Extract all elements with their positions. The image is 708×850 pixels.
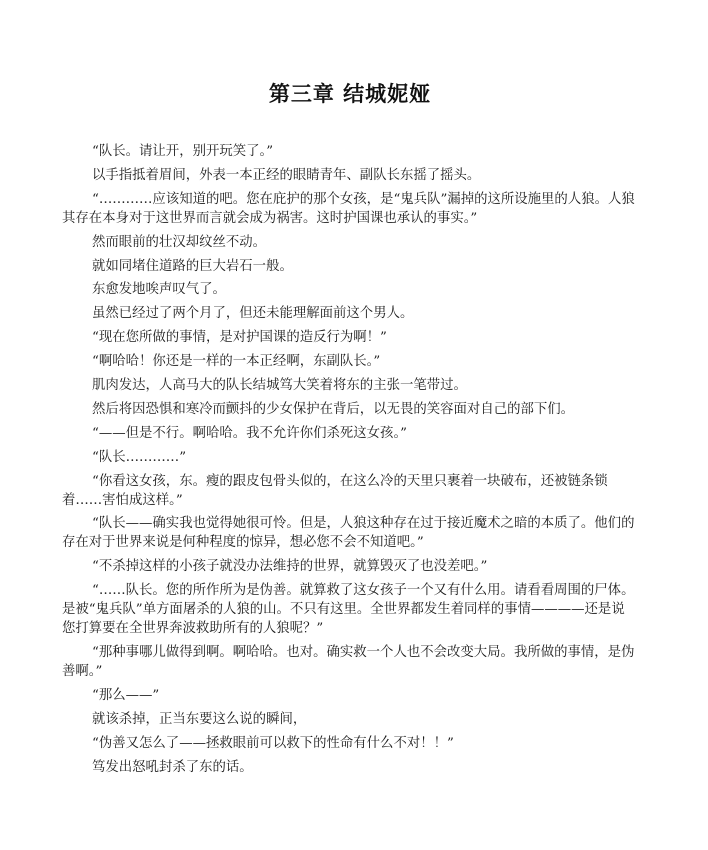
paragraph: 然后将因恐惧和寒冷而颤抖的少女保护在背后，以无畏的笑容面对自己的部下们。 [92, 401, 575, 417]
paragraph: “——但是不行。啊哈哈。我不允许你们杀死这女孩。” [92, 425, 407, 441]
paragraph: 虽然已经过了两个月了，但还未能理解面前这个男人。 [92, 306, 414, 322]
paragraph: “队长——确实我也觉得她很可怜。但是，人狼这种存在过于接近魔术之暗的本质了。他们的存在对于世界来说是何种程度的惊异，想必您不会不知道吧。” [62, 516, 635, 551]
paragraph: 以手指抵着眉间，外表一本正经的眼睛青年、副队长东摇了摇头。 [92, 167, 481, 183]
paragraph: “队长…………” [92, 449, 187, 465]
paragraph: “…………应该知道的吧。您在庇护的那个女孩，是“鬼兵队”漏掉的这所设施里的人狼。人狼其存在本身对于这世界而言就会成为祸害。这时护国课也承认的事实。” [62, 191, 635, 226]
paragraph: 然而眼前的壮汉却纹丝不动。 [92, 234, 267, 250]
paragraph: “那么——” [92, 688, 160, 704]
body-text [62, 142, 638, 777]
paragraph: “那种事哪儿做得到啊。啊哈哈。也对。确实救一个人也不会改变大局。我所做的事情，是伪善啊。” [62, 645, 635, 680]
paragraph: “啊哈哈！你还是一样的一本正经啊，东副队长。” [92, 354, 381, 370]
paragraph: 就如同堵住道路的巨大岩石一般。 [92, 258, 293, 274]
paragraph: “现在您所做的事情，是对护国课的造反行为啊！” [92, 330, 387, 346]
paragraph: “你看这女孩，东。瘦的跟皮包骨头似的，在这么冷的天里只裹着一块破布，还被链条锁着……害怕成这样。” [62, 473, 608, 508]
paragraph: “不杀掉这样的小孩子就没办法维持的世界，就算毁灭了也没差吧。” [92, 559, 488, 575]
paragraph: 肌肉发达，人高马大的队长结城笃大笑着将东的主张一笔带过。 [92, 378, 467, 394]
document-page [62, 78, 638, 782]
paragraph: 笃发出怒吼封杀了东的话。 [92, 759, 253, 775]
paragraph: 就该杀掉，正当东要这么说的瞬间， [92, 711, 307, 727]
paragraph: 东愈发地唉声叹气了。 [92, 282, 226, 298]
paragraph: “……队长。您的所作所为是伪善。就算救了这女孩子一个又有什么用。请看看周围的尸体。是被“鬼兵队”单方面屠杀的人狼的山。不只有这里。全世界都发生着同样的事情————还是说您打算要在全世界奔波救助所有的人狼呢？” [62, 583, 635, 637]
chapter-title: 第三章 结城妮娅 [268, 81, 432, 106]
paragraph: “队长。请让开，别开玩笑了。” [92, 144, 274, 159]
paragraph: “伪善又怎么了——拯救眼前可以救下的性命有什么不对！！” [92, 735, 454, 751]
